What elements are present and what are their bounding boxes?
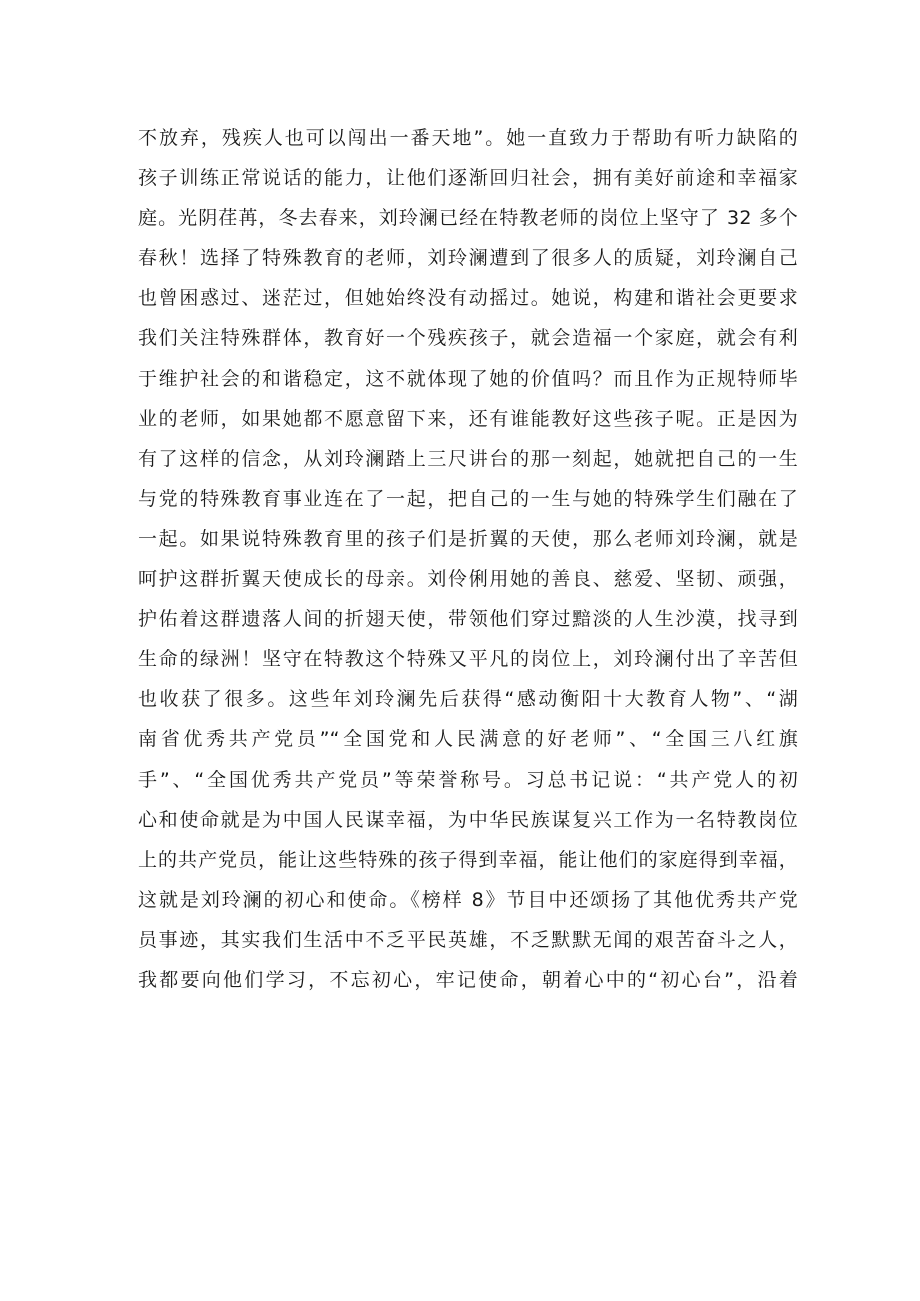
text-line: 于维护社会的和谐稳定，这不就体现了她的价值吗？而且作为正规特师毕	[138, 367, 798, 390]
text-line: 有了这样的信念，从刘玲澜踏上三尺讲台的那一刻起，她就把自己的一生	[138, 447, 798, 470]
text-line: 上的共产党员，能让这些特殊的孩子得到幸福，能让他们的家庭得到幸福，	[138, 848, 798, 871]
text-line: 也收获了很多。这些年刘玲澜先后获得“感动衡阳十大教育人物”、“湖	[138, 688, 798, 711]
text-line: 南省优秀共产党员”“全国党和人民满意的好老师”、“全国三八红旗	[138, 728, 798, 751]
text-line: 孩子训练正常说话的能力，让他们逐渐回归社会，拥有美好前途和幸福家	[138, 167, 798, 190]
text-line: 呵护这群折翼天使成长的母亲。刘伶俐用她的善良、慈爱、坚韧、顽强，	[138, 568, 798, 591]
text-line: 我们关注特殊群体，教育好一个残疾孩子，就会造福一个家庭，就会有利	[138, 327, 798, 350]
text-line: 手”、“全国优秀共产党员”等荣誉称号。习总书记说：“共产党人的初	[138, 768, 798, 791]
text-line: 不放弃，残疾人也可以闯出一番天地”。她一直致力于帮助有听力缺陷的	[138, 127, 798, 149]
body-text	[138, 118, 798, 1000]
text-line: 护佑着这群遗落人间的折翅天使，带领他们穿过黯淡的人生沙漠，找寻到	[138, 608, 798, 631]
text-line: 心和使命就是为中国人民谋幸福，为中华民族谋复兴工作为一名特教岗位	[138, 808, 798, 831]
text-line: 春秋！选择了特殊教育的老师，刘玲澜遭到了很多人的质疑，刘玲澜自己	[138, 247, 798, 270]
text-line: 员事迹，其实我们生活中不乏平民英雄，不乏默默无闻的艰苦奋斗之人，	[138, 928, 798, 951]
text-line: 庭。光阴荏苒，冬去春来，刘玲澜已经在特教老师的岗位上坚守了 32 多个	[138, 207, 798, 230]
text-line: 与党的特殊教育事业连在了一起，把自己的一生与她的特殊学生们融在了	[138, 487, 798, 510]
text-line: 这就是刘玲澜的初心和使命。《榜样 8》节目中还颂扬了其他优秀共产党	[138, 888, 798, 911]
text-line: 一起。如果说特殊教育里的孩子们是折翼的天使，那么老师刘玲澜，就是	[138, 527, 798, 550]
text-line: 生命的绿洲！坚守在特教这个特殊又平凡的岗位上，刘玲澜付出了辛苦但	[138, 648, 798, 671]
text-line: 业的老师，如果她都不愿意留下来，还有谁能教好这些孩子呢。正是因为	[138, 407, 798, 430]
text-line: 我都要向他们学习，不忘初心，牢记使命，朝着心中的“初心台”，沿着	[138, 968, 798, 991]
text-line: 也曾困惑过、迷茫过，但她始终没有动摇过。她说，构建和谐社会更要求	[138, 287, 798, 310]
